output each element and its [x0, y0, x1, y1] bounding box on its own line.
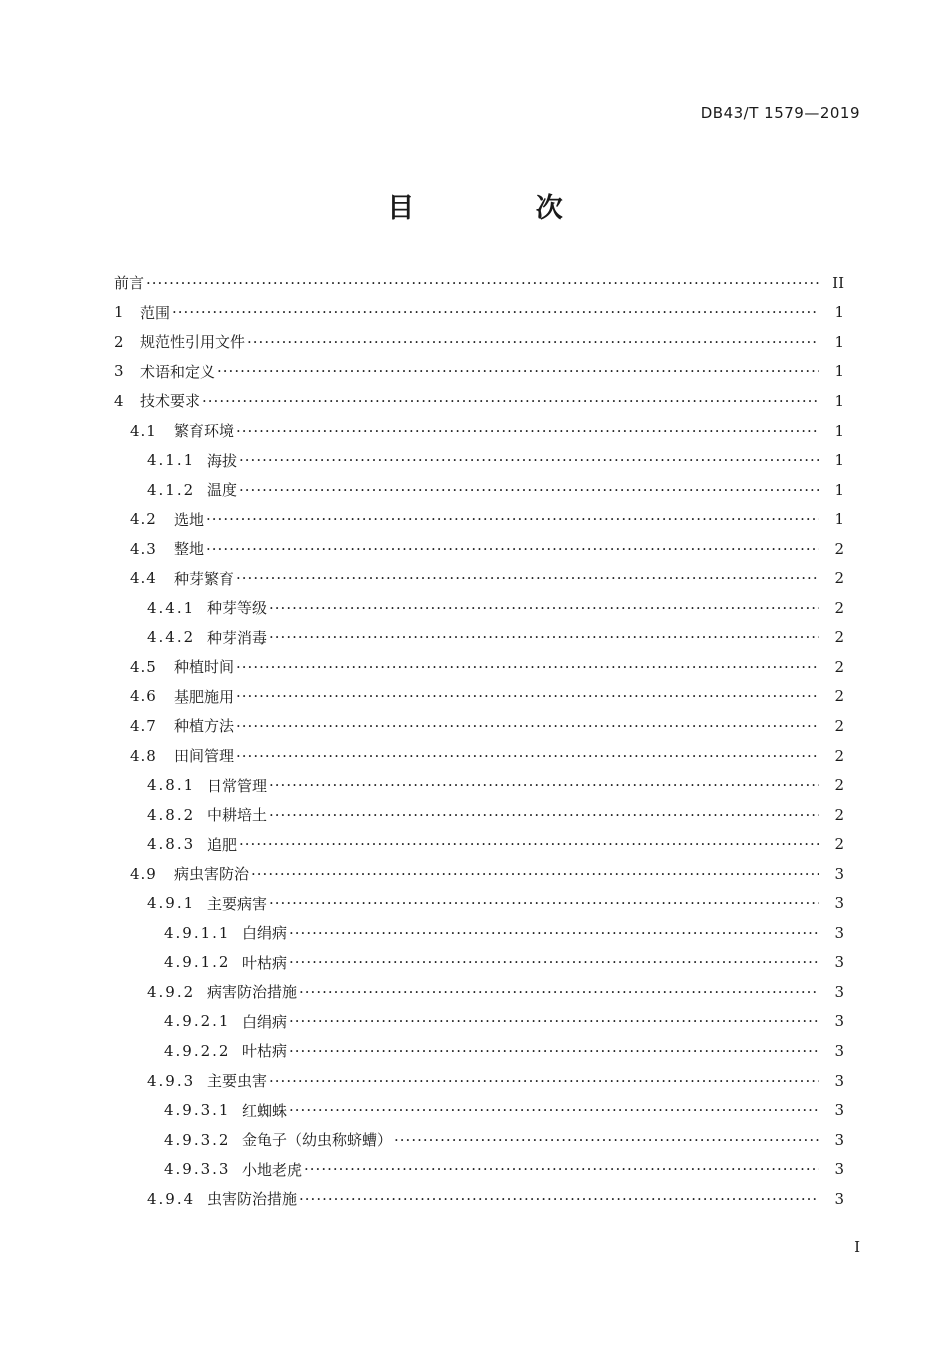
dot-leader — [269, 1072, 819, 1090]
dot-leader — [206, 510, 819, 528]
toc-entry[interactable] — [114, 1125, 844, 1155]
toc-entry[interactable] — [114, 327, 844, 357]
toc-entry-title: 日常管理 — [207, 776, 268, 795]
toc-entry-title: 种芽等级 — [207, 599, 268, 618]
dot-leader — [289, 953, 819, 971]
toc-entry-number: 4.5 — [130, 657, 157, 676]
dot-leader — [239, 451, 819, 469]
dot-leader — [289, 924, 819, 942]
toc-entry[interactable] — [114, 416, 844, 446]
toc-entry-title: 范围 — [140, 303, 171, 322]
toc-entry-title: 金龟子（幼虫称蛴螬） — [242, 1131, 393, 1150]
toc-entry-title: 海拔 — [207, 451, 238, 470]
dot-leader — [206, 540, 819, 558]
toc-entry-page: 3 — [834, 1189, 844, 1208]
toc-entry-page: 3 — [834, 894, 844, 913]
dot-leader — [289, 1012, 819, 1030]
dot-leader — [269, 628, 819, 646]
dot-leader — [269, 806, 819, 824]
toc-entry-number: 4.1.1 — [147, 451, 196, 470]
toc-entry-title: 虫害防治措施 — [207, 1190, 298, 1209]
toc-entry-title: 种芽消毒 — [207, 628, 268, 647]
toc-entry-number: 4.9.3.3 — [164, 1160, 231, 1179]
toc-entry-page: 3 — [834, 1101, 844, 1120]
toc-entry-number: 4.9.4 — [147, 1189, 196, 1208]
toc-entry-number: 4.9.1 — [147, 894, 196, 913]
toc-entry-page: 3 — [834, 1071, 844, 1090]
toc-entry-page: 2 — [834, 835, 844, 854]
toc-entry-page: 2 — [834, 805, 844, 824]
toc-entry-page: 1 — [834, 510, 844, 529]
toc-entry-title: 种植时间 — [174, 658, 235, 677]
dot-leader — [269, 894, 819, 912]
toc-entry[interactable] — [114, 445, 844, 475]
toc-entry-page: 3 — [834, 1130, 844, 1149]
toc-entry-number: 4.8.2 — [147, 805, 196, 824]
toc-entry-page: 2 — [834, 598, 844, 617]
toc-entry-number: 4.9.3 — [147, 1071, 196, 1090]
toc-entry-title: 整地 — [174, 540, 205, 559]
dot-leader — [269, 599, 819, 617]
toc-entry[interactable] — [114, 859, 844, 889]
toc-entry-title: 白绢病 — [242, 1012, 288, 1031]
toc-entry-title: 小地老虎 — [242, 1160, 303, 1179]
toc-entry-title: 叶枯病 — [242, 1042, 288, 1061]
table-of-contents — [114, 268, 844, 1214]
toc-entry[interactable] — [114, 357, 844, 387]
dot-leader — [236, 717, 819, 735]
toc-entry-number: 4.1 — [130, 421, 157, 440]
toc-entry[interactable] — [114, 504, 844, 534]
toc-entry-number: 4.3 — [130, 539, 157, 558]
toc-entry[interactable] — [114, 652, 844, 682]
toc-entry-number: 1 — [114, 303, 124, 322]
toc-entry-title: 叶枯病 — [242, 953, 288, 972]
toc-entry[interactable] — [114, 918, 844, 948]
dot-leader — [269, 776, 819, 794]
toc-entry-number: 4.6 — [130, 687, 157, 706]
dot-leader — [236, 422, 819, 440]
toc-entry[interactable] — [114, 593, 844, 623]
dot-leader — [289, 1101, 819, 1119]
dot-leader — [172, 303, 819, 321]
toc-entry-number: 4.8 — [130, 746, 157, 765]
dot-leader — [239, 835, 819, 853]
toc-entry-page: 2 — [834, 657, 844, 676]
toc-entry-title: 病害防治措施 — [207, 983, 298, 1002]
toc-entry-page: 2 — [834, 687, 844, 706]
toc-entry-number: 2 — [114, 332, 124, 351]
dot-leader — [251, 865, 819, 883]
toc-entry-page: 1 — [834, 480, 844, 499]
toc-entry-page: 3 — [834, 953, 844, 972]
toc-entry-page: 1 — [834, 332, 844, 351]
dot-leader — [236, 687, 819, 705]
dot-leader — [236, 569, 819, 587]
document-number: DB43/T 1579—2019 — [700, 104, 860, 122]
toc-entry[interactable] — [114, 829, 844, 859]
dot-leader — [239, 481, 819, 499]
toc-entry-page: 2 — [834, 569, 844, 588]
toc-entry-page: 2 — [834, 628, 844, 647]
toc-entry[interactable] — [114, 770, 844, 800]
dot-leader — [217, 362, 819, 380]
toc-entry-title: 田间管理 — [174, 747, 235, 766]
toc-entry-number: 4.1.2 — [147, 480, 196, 499]
toc-entry-number: 4.8.3 — [147, 835, 196, 854]
toc-entry[interactable] — [114, 741, 844, 771]
toc-entry-title: 主要虫害 — [207, 1072, 268, 1091]
dot-leader — [304, 1160, 819, 1178]
toc-entry-page: 3 — [834, 1160, 844, 1179]
dot-leader — [394, 1131, 819, 1149]
toc-entry-title: 病虫害防治 — [174, 865, 250, 884]
dot-leader — [236, 747, 819, 765]
dot-leader — [146, 274, 819, 292]
toc-entry[interactable] — [114, 948, 844, 978]
toc-entry-page: II — [832, 273, 844, 292]
toc-entry-page: 1 — [834, 391, 844, 410]
toc-entry[interactable] — [114, 268, 844, 298]
page-number: I — [854, 1238, 860, 1256]
toc-entry-title: 繁育环境 — [174, 422, 235, 440]
toc-entry-title: 种植方法 — [174, 717, 235, 736]
toc-entry[interactable] — [114, 298, 844, 328]
toc-entry-number: 4.7 — [130, 716, 157, 735]
toc-entry[interactable] — [114, 1095, 844, 1125]
toc-entry-page: 2 — [834, 539, 844, 558]
toc-entry-number: 4.2 — [130, 510, 157, 529]
toc-entry-number: 4.9.1.1 — [164, 923, 231, 942]
dot-leader — [299, 1190, 819, 1208]
toc-entry-page: 2 — [834, 746, 844, 765]
page-title: 目 次 — [387, 193, 619, 224]
toc-entry-page: 1 — [834, 303, 844, 322]
toc-entry-page: 2 — [834, 716, 844, 735]
toc-entry[interactable] — [114, 1154, 844, 1184]
toc-entry[interactable] — [114, 711, 844, 741]
toc-entry-page: 2 — [834, 776, 844, 795]
dot-leader — [236, 658, 819, 676]
toc-entry-title: 选地 — [174, 510, 205, 529]
toc-entry-title: 前言 — [114, 274, 145, 293]
toc-entry[interactable] — [114, 386, 844, 416]
toc-entry[interactable] — [114, 1007, 844, 1037]
toc-entry-title: 术语和定义 — [140, 362, 216, 381]
toc-entry[interactable] — [114, 977, 844, 1007]
toc-entry-number: 4.9.2.1 — [164, 1012, 231, 1031]
toc-entry-page: 3 — [834, 1012, 844, 1031]
toc-entry-page: 3 — [834, 864, 844, 883]
toc-entry-page: 3 — [834, 923, 844, 942]
toc-entry-number: 4 — [114, 391, 124, 410]
dot-leader — [247, 333, 819, 351]
toc-entry-title: 红蜘蛛 — [242, 1101, 288, 1120]
toc-entry-title: 主要病害 — [207, 894, 268, 913]
toc-entry-title: 基肥施用 — [174, 687, 235, 706]
toc-entry-number: 4.9.2.2 — [164, 1041, 231, 1060]
toc-entry[interactable] — [114, 623, 844, 653]
toc-entry-page: 1 — [834, 362, 844, 381]
dot-leader — [299, 983, 819, 1001]
toc-entry-page: 1 — [834, 451, 844, 470]
toc-entry-title: 温度 — [207, 481, 238, 500]
toc-entry-number: 4.9 — [130, 864, 157, 883]
toc-entry-title: 技术要求 — [140, 392, 201, 411]
toc-entry[interactable] — [114, 1184, 844, 1214]
toc-entry-number: 4.9.1.2 — [164, 953, 231, 972]
toc-entry[interactable] — [114, 888, 844, 918]
toc-entry-number: 4.9.3.2 — [164, 1130, 231, 1149]
toc-entry-number: 4.9.3.1 — [164, 1101, 231, 1120]
dot-leader — [289, 1042, 819, 1060]
toc-entry-title: 追肥 — [207, 835, 238, 854]
toc-entry[interactable] — [114, 1066, 844, 1096]
toc-entry-number: 4.4.1 — [147, 598, 196, 617]
toc-entry-title: 规范性引用文件 — [140, 333, 246, 352]
toc-entry-number: 4.9.2 — [147, 982, 196, 1001]
toc-entry-number: 3 — [114, 362, 124, 381]
toc-entry[interactable] — [114, 563, 844, 593]
toc-entry[interactable] — [114, 534, 844, 564]
toc-entry[interactable] — [114, 800, 844, 830]
toc-entry-title: 中耕培土 — [207, 806, 268, 825]
toc-entry-title: 白绢病 — [242, 924, 288, 943]
toc-entry-number: 4.4.2 — [147, 628, 196, 647]
toc-entry-page: 1 — [834, 421, 844, 440]
toc-entry[interactable] — [114, 682, 844, 712]
toc-entry-title: 种芽繁育 — [174, 569, 235, 588]
toc-entry-page: 3 — [834, 982, 844, 1001]
toc-entry-number: 4.4 — [130, 569, 157, 588]
toc-entry-page: 3 — [834, 1041, 844, 1060]
dot-leader — [202, 392, 819, 410]
toc-entry[interactable] — [114, 475, 844, 505]
toc-entry-number: 4.8.1 — [147, 776, 196, 795]
toc-entry[interactable] — [114, 1036, 844, 1066]
